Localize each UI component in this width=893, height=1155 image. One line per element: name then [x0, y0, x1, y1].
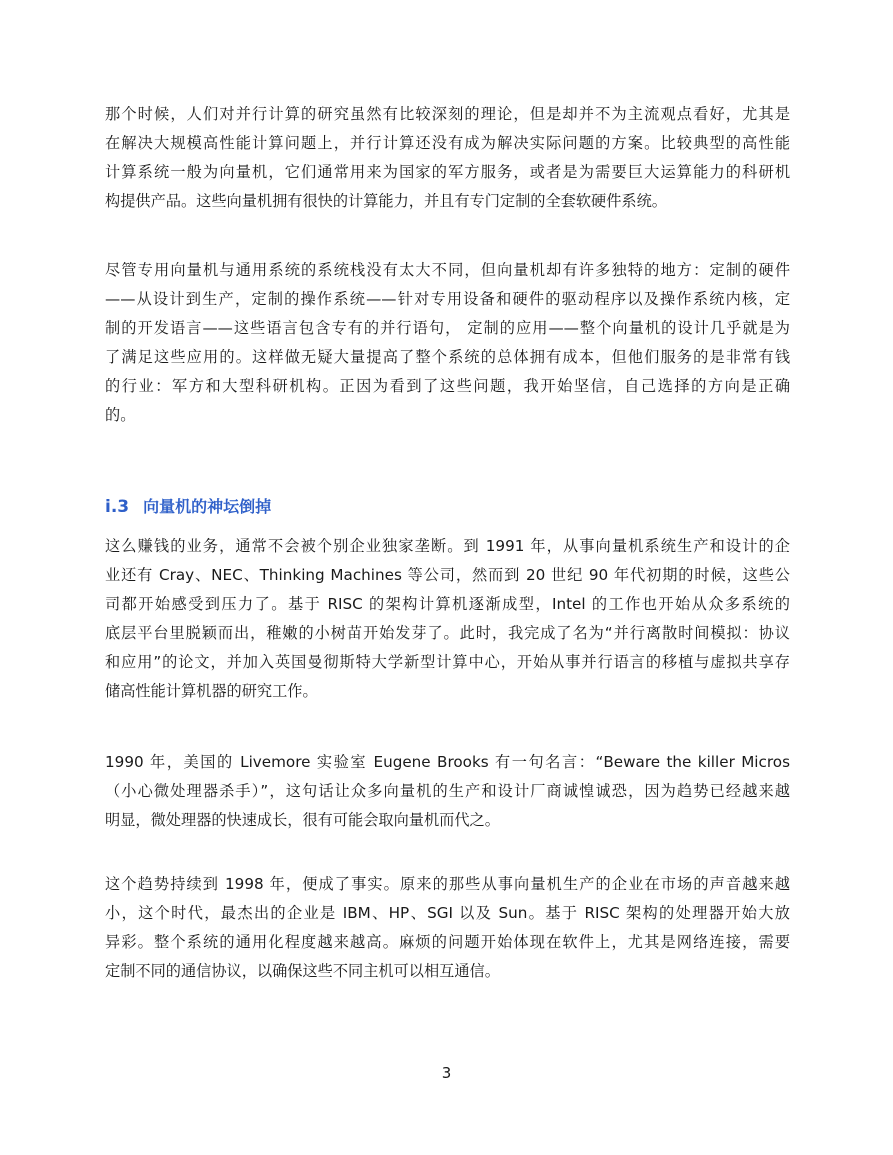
text-line: 了满足这些应用的。这样做无疑大量提高了整个系统的总体拥有成本，但他们服务的是非常有钱: [105, 348, 790, 366]
text-line: ——从设计到生产，定制的操作系统——针对专用设备和硬件的驱动程序以及操作系统内核，定: [105, 290, 790, 308]
page-number: 3: [441, 1064, 452, 1082]
text-line: 这么赚钱的业务，通常不会被个别企业独家垄断。到 1991 年，从事向量机系统生产和设计的企: [105, 537, 790, 555]
text-line: 储高性能计算机器的研究工作。: [105, 682, 318, 700]
text-line: 底层平台里脱颖而出，稚嫩的小树苗开始发芽了。此时，我完成了名为“并行离散时间模拟：协议: [105, 624, 790, 642]
text-line: 和应用”的论文，并加入英国曼彻斯特大学新型计算中心，开始从事并行语言的移植与虚拟共享存: [105, 653, 790, 671]
text-line: 尽管专用向量机与通用系统的系统栈没有太大不同，但向量机却有许多独特的地方：定制的硬件: [105, 261, 790, 279]
text-line: 这个趋势持续到 1998 年，便成了事实。原来的那些从事向量机生产的企业在市场的声音越来越: [105, 875, 790, 893]
text-line: 在解决大规模高性能计算问题上，并行计算还没有成为解决实际问题的方案。比较典型的高性能: [105, 134, 790, 152]
section-number: i.3: [105, 497, 130, 517]
paragraph-3: [105, 532, 790, 706]
section-heading: [105, 493, 271, 521]
text-line: 那个时候，人们对并行计算的研究虽然有比较深刻的理论，但是却并不为主流观点看好，尤其是: [105, 105, 790, 123]
text-line: 计算系统一般为向量机，它们通常用来为国家的军方服务，或者是为需要巨大运算能力的科研机: [105, 163, 790, 181]
paragraph-5: [105, 870, 790, 986]
text-line: 明显，微处理器的快速成长，很有可能会取向量机而代之。: [105, 811, 500, 829]
text-line: 构提供产品。这些向量机拥有很快的计算能力，并且有专门定制的全套软硬件系统。: [105, 192, 667, 210]
text-line: 1990 年，美国的 Livemore 实验室 Eugene Brooks 有一句名言：“Beware the killer Micros: [105, 753, 790, 771]
text-line: 的。: [105, 406, 136, 424]
text-line: 业还有 Cray、NEC、Thinking Machines 等公司，然而到 20 世纪 90 年代初期的时候，这些公: [105, 566, 790, 584]
text-line: （小心微处理器杀手）”，这句话让众多向量机的生产和设计厂商诚惶诚恐，因为趋势已经越来越: [105, 782, 790, 800]
paragraph-4: [105, 748, 790, 835]
section-title: 向量机的神坛倒掉: [143, 497, 272, 516]
text-line: 小，这个时代，最杰出的企业是 IBM、HP、SGI 以及 Sun。基于 RISC 架构的处理器开始大放: [105, 904, 790, 922]
text-line: 异彩。整个系统的通用化程度越来越高。麻烦的问题开始体现在软件上，尤其是网络连接，需要: [105, 933, 790, 951]
text-line: 制的开发语言——这些语言包含专有的并行语句， 定制的应用——整个向量机的设计几乎就是为: [105, 319, 790, 337]
text-line: 司都开始感受到压力了。基于 RISC 的架构计算机逐渐成型，Intel 的工作也开始从众多系统的: [105, 595, 790, 613]
text-line: 定制不同的通信协议，以确保这些不同主机可以相互通信。: [105, 962, 500, 980]
text-line: 的行业：军方和大型科研机构。正因为看到了这些问题，我开始坚信，自己选择的方向是正确: [105, 377, 790, 395]
paragraph-2: [105, 256, 790, 430]
paragraph-1: [105, 100, 790, 216]
